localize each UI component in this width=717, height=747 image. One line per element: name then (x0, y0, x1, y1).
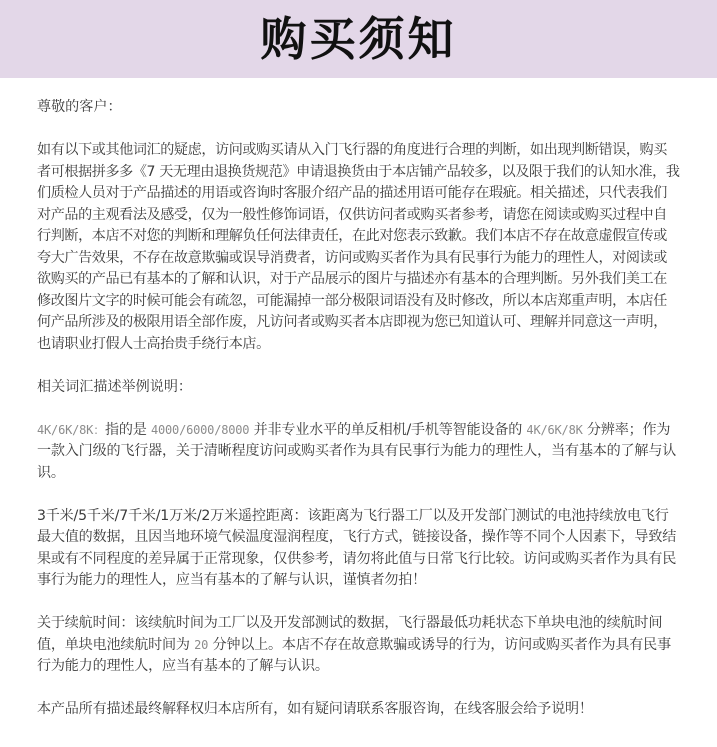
battery-term: 关于续航时间： (37, 615, 135, 631)
resolution-term-2: 4K/6K/8K (526, 422, 583, 437)
resolution-body-1: 指的是 (105, 421, 151, 438)
battery-minutes: 20 (194, 637, 209, 652)
range-body: 该距离为飞行器工厂以及开发部门测试的电池持续放电飞行最大值的数据，且因当地环境气候温度湿润程度，飞行方式，链接设备，操作等不同个人因素下，导致结果或有不同程度的差异属于正常现象，仅供参考，请勿将此值与日常飞行比较。访问或购买者作为具有民事行为能力的理性人，应当有基本的了解与认识，谨慎者勿拍！ (37, 507, 677, 588)
title-banner (0, 0, 717, 78)
page-title: 购买须知 (260, 12, 457, 66)
battery-body-1: 该续航时间为工厂以及开发部测试的数据，飞行器最低功耗状态下单块电池的续航时间值，单块电池续航时间为 (37, 615, 663, 653)
closing-paragraph: 本产品所有描述最终解释权归本店所有，如有疑问请联系客服咨询，在线客服会给予说明！ (37, 701, 593, 717)
range-paragraph (37, 506, 680, 592)
resolution-paragraph (37, 420, 680, 485)
battery-body-2: 分钟以上。本店不存在故意欺骗或诱导的行为，访问或购买者作为具有民事行为能力的理性人，应当有基本的了解与认识。 (37, 636, 671, 674)
notice-body (0, 78, 717, 721)
battery-paragraph (37, 613, 680, 678)
resolution-term: 4K/6K/8K： (37, 422, 105, 437)
intro-paragraph: 如有以下或其他词汇的疑虑，访问或购买请从入门飞行器的角度进行合理的判断，如出现判断错误，购买者可根据拼多多《7 天无理由退换货规范》申请退换货由于本店铺产品较多，以及限于我们的认知水准，我们质检人员对于产品描述的用语或咨询时客服介绍产品的描述用语可能存在瑕疵。相关描述，只代表我们对产品的主观看法及感受，仅为一般性修饰词语，仅供访问者或购买者参考，请您在阅读或购买过程中自行判断，本店不对您的判断和理解负任何法律责任，在此对您表示致歉。我们本店不存在故意虚假宣传或夸大广告效果，不存在故意欺骗或误导消费者，访问或购买者作为具有民事行为能力的理性人，对阅读或欲购买的产品已有基本的了解和认识，对于产品展示的图片与描述亦有基本的合理判断。另外我们美工在修改图片文字的时候可能会有疏忽，可能漏掉一部分极限词语没有及时修改，所以本店郑重声明，本店任何产品所涉及的极限用语全部作废，凡访问者或购买者本店即视为您已知道认可、理解并同意这一声明，也请职业打假人士高抬贵手绕行本店。 (37, 142, 680, 352)
greeting: 尊敬的客户： (37, 99, 122, 115)
resolution-body-2: 并非专业水平的单反相机/手机等智能设备的 (249, 421, 527, 438)
examples-heading: 相关词汇描述举例说明： (37, 378, 193, 395)
resolution-numbers: 4000/6000/8000 (150, 422, 250, 437)
resolution-body-3: 分辨率；作为一款入门级的飞行器，关于清晰程度访问或购买者作为具有民事行为能力的理性人，当有基本的了解与认识。 (37, 421, 677, 481)
range-term: 3千米/5千米/7千米/1万米/2万米遥控距离： (37, 507, 308, 524)
